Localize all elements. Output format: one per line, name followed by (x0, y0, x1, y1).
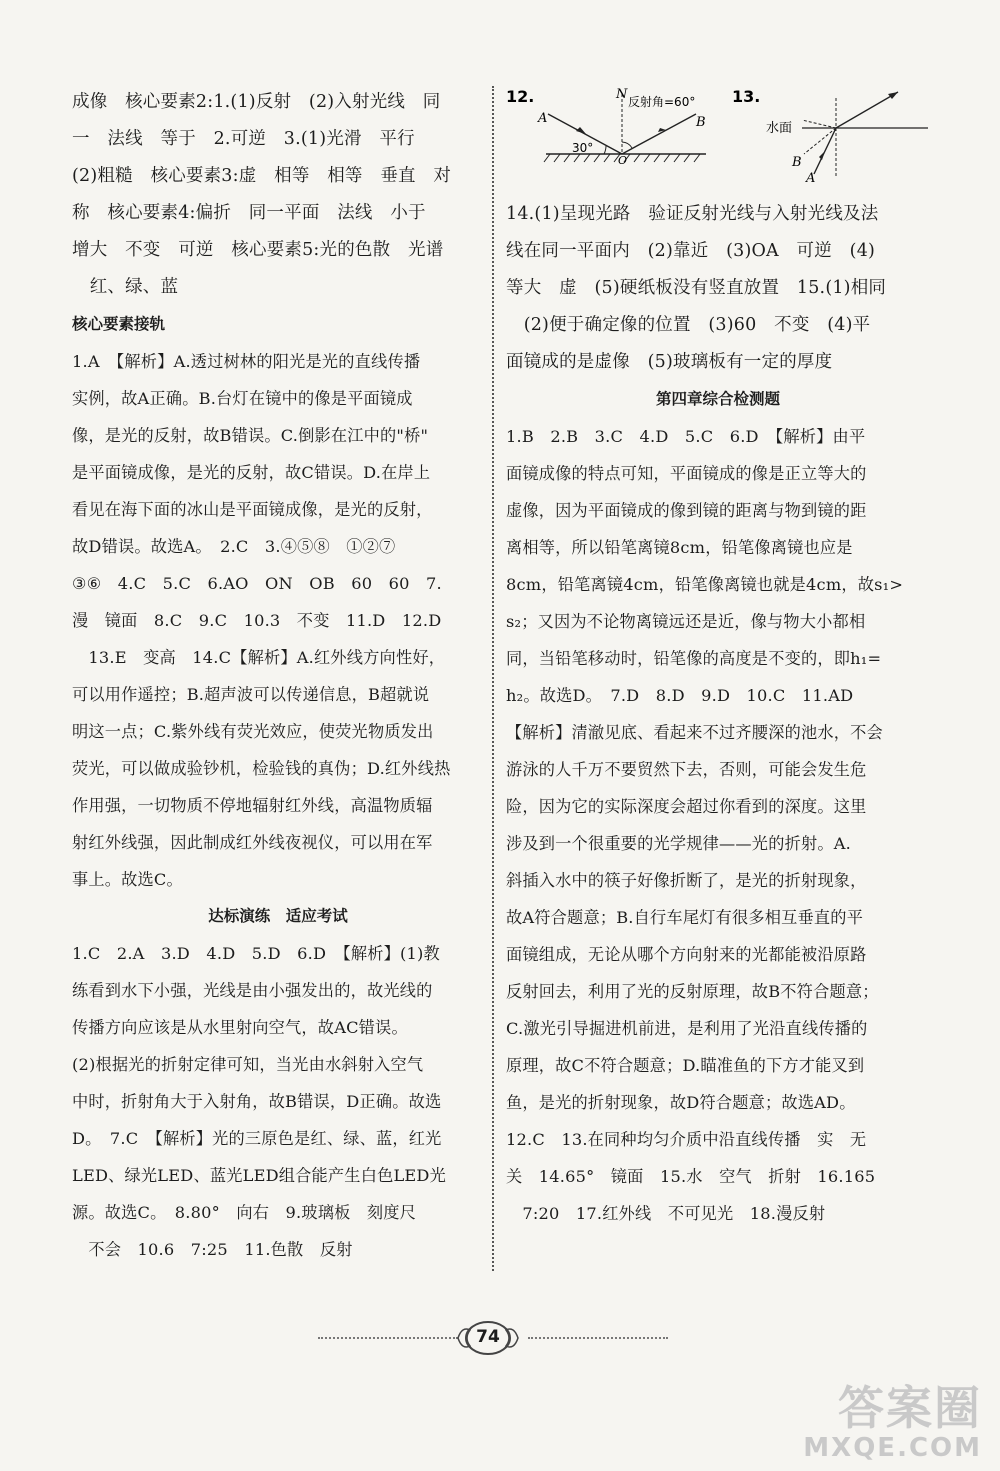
left-section-answers (72, 343, 484, 898)
text-line: 等大 虚 (5)硬纸板没有竖直放置 15.(1)相同 (506, 278, 887, 298)
page-number: 74 (476, 1327, 500, 1347)
text-line: 红、绿、蓝 (72, 277, 179, 297)
heading-chapter4-test: 第四章综合检测题 (655, 390, 780, 408)
text-line: 14.(1)呈现光路 验证反射光线与入射光线及法 (506, 204, 879, 224)
text-line: 源。故选C。 8.80° 向右 9.玻璃板 刻度尺 (72, 1203, 417, 1222)
text-line: 明这一点；C.紫外线有荧光效应，使荧光物质发出 (72, 722, 434, 741)
text-line: (2)便于确定像的位置 (3)60 不变 (4)平 (506, 315, 871, 335)
fig13-label-b: B (792, 155, 802, 170)
text-line: 不会 10.6 7:25 11.色散 反射 (72, 1240, 353, 1259)
column-divider (492, 86, 494, 1271)
text-line: 事上。故选C。 (72, 870, 183, 889)
text-line: 可以用作遥控；B.超声波可以传递信息，B超就说 (72, 685, 430, 704)
text-line: 面镜成像的特点可知，平面镜成的像是正立等大的 (506, 464, 867, 483)
text-line: 关 14.65° 镜面 15.水 空气 折射 16.165 (506, 1167, 876, 1186)
page-footer (0, 1318, 1000, 1358)
watermark-title: 答案圈 (838, 1381, 982, 1435)
text-line: s₂；又因为不论物离镜远还是近，像与物大小都相 (506, 612, 866, 631)
text-line: 虚像，因为平面镜成的像到镜的距离与物到镜的距 (506, 501, 867, 520)
text-line: LED、绿光LED、蓝光LED组合能产生白色LED光 (72, 1166, 447, 1185)
fig13-label-water: 水面 (766, 121, 793, 136)
text-line: 故A符合题意；B.自行车尾灯有很多相互垂直的平 (506, 908, 864, 927)
text-line: 故D错误。故选A。 2.C 3.④⑤⑧ ①②⑦ (72, 537, 396, 556)
watermark-url: MXQE.COM (803, 1433, 982, 1463)
text-line: 中时，折射角大于入射角，故B错误，D正确。故选 (72, 1092, 442, 1111)
fig12-label-o: O (618, 154, 628, 164)
text-line: 离相等，所以铅笔离镜8cm，铅笔像离镜也应是 (506, 538, 853, 557)
text-line: 射红外线强，因此制成红外线夜视仪，可以用在军 (72, 833, 433, 852)
text-line: 增大 不变 可逆 核心要素5:光的色散 光谱 (72, 240, 444, 260)
heading-practice-exam: 达标演练 适应考试 (208, 907, 348, 925)
text-line: 像，是光的反射，故B错误。C.倒影在江中的"桥" (72, 426, 429, 445)
text-line: h₂。故选D。 7.D 8.D 9.D 10.C 11.AD (506, 686, 854, 705)
right-column (506, 84, 930, 1232)
text-line: 12.C 13.在同种均匀介质中沿直线传播 实 无 (506, 1130, 867, 1149)
text-line: 线在同一平面内 (2)靠近 (3)OA 可逆 (4) (506, 241, 876, 261)
fig12-label-30: 30° (572, 141, 594, 155)
text-line: 称 核心要素4:偏折 同一平面 法线 小于 (72, 203, 426, 223)
right-section-test-answers (506, 418, 930, 1232)
text-line: 1.B 2.B 3.C 4.D 5.C 6.D 【解析】由平 (506, 427, 866, 446)
text-line: (2)粗糙 核心要素3:虚 相等 相等 垂直 对 (72, 166, 452, 186)
left-section-core-elements (72, 84, 484, 306)
text-line: 成像 核心要素2:1.(1)反射 (2)入射光线 同 (72, 92, 441, 112)
text-line: 1.C 2.A 3.D 4.D 5.D 6.D 【解析】(1)教 (72, 944, 440, 963)
left-column (72, 84, 484, 1268)
text-line: 实例，故A正确。B.台灯在镜中的像是平面镜成 (72, 389, 413, 408)
text-line: 7:20 17.红外线 不可见光 18.漫反射 (506, 1204, 826, 1223)
text-line: 荧光，可以做成验钞机，检验钱的真伪；D.红外线热 (72, 759, 451, 778)
footer-ornament-right (528, 1337, 668, 1341)
figure-12-reflection-diagram (506, 84, 716, 164)
text-line: 同，当铅笔移动时，铅笔像的高度是不变的，即h₁= (506, 649, 882, 668)
right-section-experiment-answers (506, 196, 930, 381)
text-line: 反射回去，利用了光的反射原理，故B不符合题意； (506, 982, 879, 1001)
text-line: 1.A 【解析】A.透过树林的阳光是光的直线传播 (72, 352, 421, 371)
figure-row (506, 84, 930, 196)
text-line: 看见在海下面的冰山是平面镜成像，是光的反射， (72, 500, 433, 519)
text-line: 鱼，是光的折射现象，故D符合题意；故选AD。 (506, 1093, 856, 1112)
text-line: C.激光引导掘进机前进，是利用了光沿直线传播的 (506, 1019, 868, 1038)
fig12-number: 12. (506, 87, 535, 106)
text-line: 原理，故C不符合题意；D.瞄准鱼的下方才能叉到 (506, 1056, 865, 1075)
text-line: 13.E 变高 14.C【解析】A.红外线方向性好， (72, 648, 446, 667)
text-line: (2)根据光的折射定律可知，当光由水斜射入空气 (72, 1055, 424, 1074)
fig13-label-a: A (806, 171, 816, 184)
watermark (803, 1383, 982, 1463)
figure-13-refraction-diagram (732, 84, 932, 184)
text-line: 传播方向应该是从水里射向空气，故AC错误。 (72, 1018, 408, 1037)
text-line: 面镜组成，无论从哪个方向射来的光都能被沿原路 (506, 945, 867, 964)
text-line: 涉及到一个很重要的光学规律——光的折射。A. (506, 834, 851, 853)
fig12-label-a: A (538, 111, 548, 126)
text-line: 练看到水下小强，光线是由小强发出的，故光线的 (72, 981, 433, 1000)
text-line: 一 法线 等于 2.可逆 3.(1)光滑 平行 (72, 129, 415, 149)
text-line: 斜插入水中的筷子好像折断了，是光的折射现象， (506, 871, 867, 890)
fig12-label-angle: 反射角=60° (628, 95, 696, 109)
text-line: 险，因为它的实际深度会超过你看到的深度。这里 (506, 797, 867, 816)
footer-ornament-left (318, 1337, 458, 1341)
text-line: 【解析】清澈见底、看起来不过齐腰深的池水，不会 (506, 723, 883, 742)
text-line: D。 7.C 【解析】光的三原色是红、绿、蓝，红光 (72, 1129, 442, 1148)
text-line: 8cm，铅笔离镜4cm，铅笔像离镜也就是4cm，故s₁> (506, 575, 904, 594)
fig12-label-n: N (616, 87, 628, 102)
text-line: 面镜成的是虚像 (5)玻璃板有一定的厚度 (506, 352, 833, 372)
text-line: 是平面镜成像，是光的反射，故C错误。D.在岸上 (72, 463, 431, 482)
fig12-label-b: B (696, 115, 706, 130)
text-line: ③⑥ 4.C 5.C 6.AO ON OB 60 60 7. (72, 574, 442, 593)
text-line: 游泳的人千万不要贸然下去，否则，可能会发生危 (506, 760, 867, 779)
fig13-number: 13. (732, 87, 761, 106)
text-line: 漫 镜面 8.C 9.C 10.3 不变 11.D 12.D (72, 611, 442, 630)
heading-core-elements-connection: 核心要素接轨 (72, 315, 166, 333)
text-line: 作用强，一切物质不停地辐射红外线，高温物质辐 (72, 796, 433, 815)
left-section-practice-answers (72, 935, 484, 1268)
